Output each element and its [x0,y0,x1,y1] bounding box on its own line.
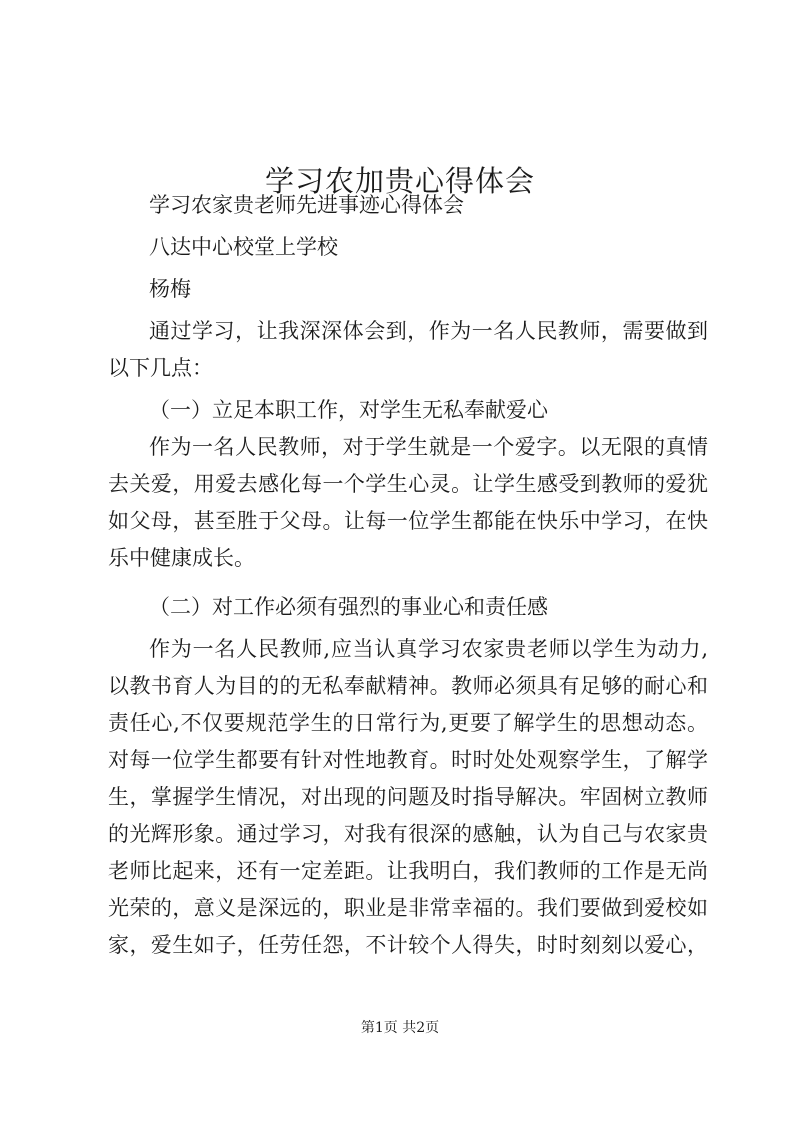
paragraph-line: 以教书育人为目的的无私奉献精神。教师必须具有足够的耐心和 [108,674,708,698]
paragraph-line: 通过学习，让我深深体会到，作为一名人民教师，需要做到 [149,319,708,343]
author-line: 杨梅 [149,277,191,301]
subtitle-line: 学习农家贵老师先进事迹心得体会 [149,193,464,217]
paragraph-line: 去关爱，用爱去感化每一个学生心灵。让学生感受到教师的爱犹 [108,472,708,496]
paragraph-line: 责任心,不仅要规范学生的日常行为,更要了解学生的思想动态。 [108,711,708,735]
document-title: 学习农加贵心得体会 [264,164,535,199]
paragraph-line: 的光辉形象。通过学习，对我有很深的感触，认为自己与农家贵 [108,822,708,846]
paragraph-line: 以下几点： [108,356,213,380]
paragraph-line: 乐中健康成长。 [108,546,255,570]
paragraph-line: 作为一名人民教师,应当认真学习农家贵老师以学生为动力, [149,637,708,661]
paragraph-line: 对每一位学生都要有针对性地教育。时时处处观察学生，了解学 [108,748,708,772]
paragraph-line: 光荣的，意义是深远的，职业是非常幸福的。我们要做到爱校如 [108,896,708,920]
paragraph-line: 老师比起来，还有一定差距。让我明白，我们教师的工作是无尚 [108,859,708,883]
paragraph-line: 家，爱生如子，任劳任怨，不计较个人得失，时时刻刻以爱心， [108,933,708,957]
paragraph-line: 如父母，甚至胜于父母。让每一位学生都能在快乐中学习，在快 [108,509,708,533]
section-heading-2: （二）对工作必须有强烈的事业心和责任感 [149,595,548,619]
section-heading-1: （一）立足本职工作，对学生无私奉献爱心 [149,398,548,422]
school-line: 八达中心校堂上学校 [149,235,338,259]
paragraph-line: 作为一名人民教师，对于学生就是一个爱字。以无限的真情 [149,435,708,459]
page-number: 第1页 共2页 [360,1020,440,1036]
paragraph-line: 生，掌握学生情况，对出现的问题及时指导解决。牢固树立教师 [108,785,708,809]
